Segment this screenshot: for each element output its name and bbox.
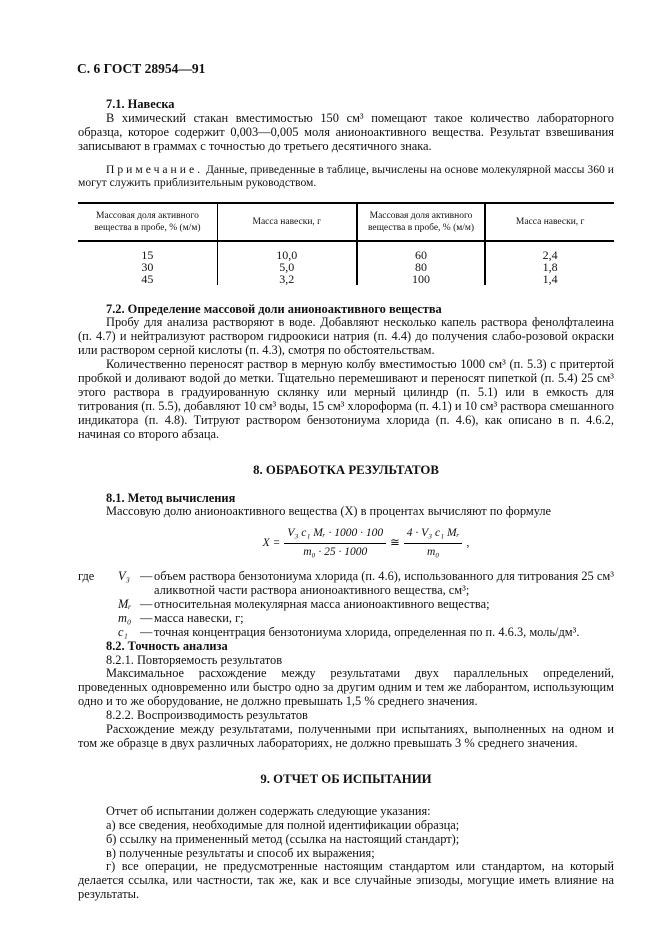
variable-definitions <box>78 570 614 640</box>
table-cell: 3,2 <box>217 273 356 285</box>
table-cell: 45 <box>141 271 154 286</box>
table-cell: 80 <box>357 261 486 273</box>
section-8-2-title: 8.2. Точность анализа <box>106 638 228 653</box>
table-header: Масса навески, г <box>217 203 356 241</box>
definition-symbol: V₃ <box>118 569 130 584</box>
section-7-1-text: В химический стакан вместимостью 150 см³ помещают такое количество лабораторного образца, которое содержит 0,003—0,005 моля анионоактивного вещества. Результат взвешивания записывают в граммах с точностью до третьего десятичного знака. <box>78 110 614 153</box>
table-row <box>78 241 614 261</box>
section-7-2-para-1: Пробу для анализа растворяют в воде. Добавляют несколько капель раствора фенолфталеина (п. 4.7) и нейтрализуют раствором гидроокиси натрия (п. 4.4) до получения слабо-розовой окраски или раствором серной кислоты (п. 4.3), смотря по обстоятельствам. <box>78 315 614 358</box>
table-cell: 1,4 <box>485 273 614 285</box>
definition-symbol: c₁ <box>118 624 128 639</box>
table-header: Массовая доля активного вещества в пробе, % (м/м) <box>78 203 217 241</box>
fraction-1-denominator: m₀ · 25 · 1000 <box>303 546 368 559</box>
definition-symbol: Mᵣ <box>118 596 132 611</box>
section-8-1-title: 8.1. Метод вычисления <box>106 490 236 505</box>
note <box>78 163 614 189</box>
fraction-2 <box>404 527 463 560</box>
section-7-2-para-2: Количественно переносят раствор в мерную колбу вместимостью 1000 см³ (п. 5.3) с притертой пробкой и доливают водой до метки. Тщательно перемешивают и переносят пипеткой (п. 5.4) 25 см³ этого раствора в градуированную склянку или мерный цилиндр (п. 5.1) или в емкость для титрования (п. 5.5), добавляют 10 см³ воды, 15 см³ хлороформа (п. 4.1) и 10 см³ раствора смешанного индикатора (п. 4.8). Титруют раствором бензотониума хлорида (п. 4.6), как описано в п. 4.6.2, начиная со второго абзаца. <box>78 357 614 441</box>
fraction-2-numerator: 4 · V₃ c₁ Mᵣ <box>404 527 463 544</box>
definition-dash: — <box>140 624 153 639</box>
section-8-2-2-title: 8.2.2. Воспроизводимость результатов <box>106 708 308 723</box>
definition-text: масса навески, г; <box>154 610 244 625</box>
definition-symbol: m₀ <box>118 610 132 625</box>
section-9-heading: 9. ОТЧЕТ ОБ ИСПЫТАНИИ <box>260 771 432 786</box>
definition-text: объем раствора бензотониума хлорида (п. 4.6), использованного для титрования 25 см³ аликвотной части раствора анионоактивного вещества, см³; <box>154 569 614 598</box>
table-header: Массовая доля активного вещества в пробе, % (м/м) <box>357 203 486 241</box>
section-7-1-title: 7.1. Навеска <box>106 96 175 111</box>
note-text: Данные, приведенные в таблице, вычислены на основе молекулярной массы 360 и могут служить приблизительным руководством. <box>78 162 614 189</box>
definition-text: точная концентрация бензотониума хлорида, определенная по п. 4.6.3, моль/дм³. <box>154 624 580 639</box>
section-7-2-title: 7.2. Определение массовой доли анионоактивного вещества <box>106 301 442 316</box>
list-item: в) полученные результаты и способ их выражения; <box>106 845 375 860</box>
table-row <box>78 273 614 285</box>
page-header: С. 6 ГОСТ 28954—91 <box>77 61 206 76</box>
note-label: Примечание. <box>106 162 203 176</box>
section-8-2-2-text: Расхождение между результатами, полученными при испытаниях, выполненных на одном и том же образце в двух различных лабораториях, не должно превышать 3 % среднего значения. <box>78 722 614 750</box>
table-cell: 15 <box>141 247 154 262</box>
list-item: г) все операции, не предусмотренные настоящим стандартом или стандартом, на который делается ссылка, или частности, так же, как и все случайные эпизоды, могущие иметь влияние на результаты. <box>78 859 614 902</box>
table-row <box>78 261 614 273</box>
definition-dash: — <box>140 610 153 625</box>
formula-comma: , <box>466 536 470 549</box>
table-cell: 5,0 <box>217 261 356 273</box>
definition-dash: — <box>140 596 153 611</box>
section-8-2-1-text: Максимальное расхождение между результатами двух параллельных определений, проведенных одновременно или быстро одно за другим одним и тем же лаборантом, использующим одно и то же оборудование, не должно превышать 1,5 % среднего значения. <box>78 666 614 709</box>
fraction-1 <box>284 527 386 560</box>
definition-dash: — <box>140 569 153 584</box>
definition-text: относительная молекулярная масса анионоактивного вещества; <box>154 596 490 611</box>
table-cell: 10,0 <box>217 241 356 261</box>
list-item: б) ссылку на примененный метод (ссылка на настоящий стандарт); <box>106 831 460 846</box>
section-8-heading: 8. ОБРАБОТКА РЕЗУЛЬТАТОВ <box>253 462 439 477</box>
list-item: а) все сведения, необходимые для полной идентификации образца; <box>106 817 460 832</box>
definition-item <box>78 598 614 612</box>
section-9-intro: Отчет об испытании должен содержать следующие указания: <box>106 803 431 818</box>
table-cell: 1,8 <box>485 261 614 273</box>
document-page <box>78 62 614 902</box>
table-cell: 2,4 <box>485 241 614 261</box>
fraction-1-numerator: V₃ c₁ Mᵣ · 1000 · 100 <box>284 527 386 544</box>
definition-item <box>78 570 614 598</box>
definition-item <box>78 612 614 626</box>
table-cell: 60 <box>357 241 486 261</box>
approx-sign: ≅ <box>390 536 400 549</box>
fraction-2-denominator: m₀ <box>426 546 440 559</box>
formula-lhs: X = <box>262 536 281 549</box>
section-8-1-text: Массовую долю анионоактивного вещества (X) в процентах вычисляют по формуле <box>106 504 552 519</box>
where-label: где <box>78 569 95 584</box>
definition-item <box>78 626 614 640</box>
table-header: Масса навески, г <box>485 203 614 241</box>
table-cell: 100 <box>357 273 486 285</box>
sample-mass-table <box>78 202 614 285</box>
table-cell: 30 <box>141 259 154 274</box>
formula <box>118 527 614 560</box>
section-8-2-1-title: 8.2.1. Повторяемость результатов <box>106 652 283 667</box>
